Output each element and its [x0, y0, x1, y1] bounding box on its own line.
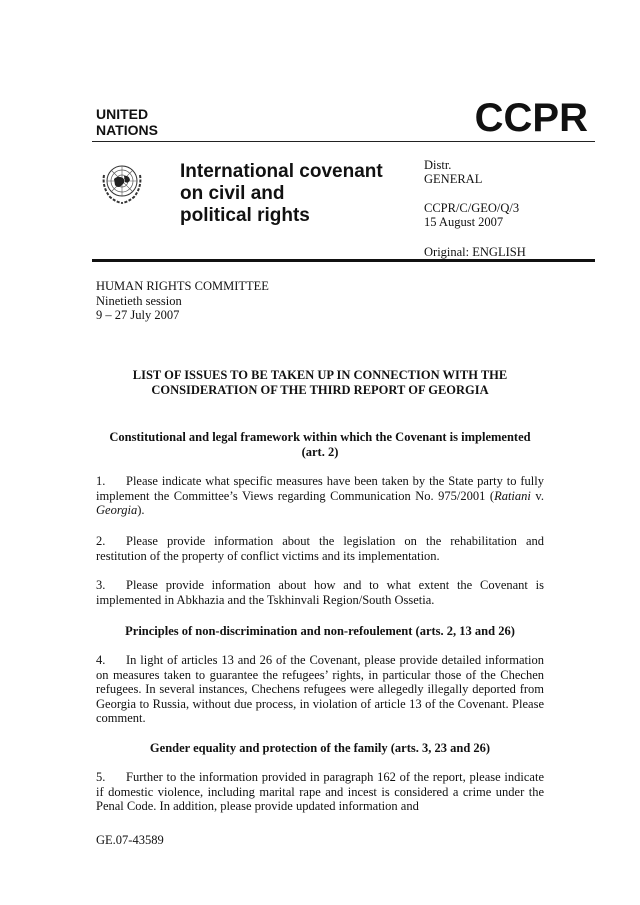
org-line-1: UNITED: [96, 106, 149, 122]
committee-name: HUMAN RIGHTS COMMITTEE: [96, 279, 269, 293]
paragraph-number: 1.: [96, 474, 106, 488]
document-code: CCPR: [474, 96, 588, 140]
paragraph-text: Further to the information provided in paragraph 162 of the report, please indicate if domestic violence, including marital rape and incest is considered a crime under the Penal Code. In addition, please provide updated information and: [96, 770, 544, 813]
distribution-block: [424, 158, 482, 186]
document-title-line-2: CONSIDERATION OF THE THIRD REPORT OF GEORGIA: [151, 382, 489, 397]
covenant-title-line-3: political rights: [180, 205, 310, 226]
covenant-title-line-1: International covenant: [180, 161, 383, 182]
paragraph-number: 2.: [96, 534, 106, 548]
section-heading-line-2: (art. 2): [301, 444, 339, 459]
document-job-number: GE.07-43589: [96, 833, 164, 847]
paragraph-text: ).: [137, 503, 145, 517]
paragraph-4: [96, 653, 544, 726]
covenant-title: [180, 161, 383, 227]
document-title: [96, 368, 544, 397]
committee-session: Ninetieth session: [96, 293, 182, 308]
case-name-italic: Georgia: [96, 503, 138, 517]
committee-block: [96, 279, 269, 323]
distribution-value: GENERAL: [424, 172, 483, 186]
symbol-block: [424, 201, 519, 229]
paragraph-5: [96, 770, 544, 814]
un-emblem-icon: [96, 157, 148, 209]
paragraph-number: 5.: [96, 770, 106, 784]
paragraph-number: 4.: [96, 653, 106, 667]
original-language: Original: ENGLISH: [424, 245, 526, 259]
header-divider: [92, 141, 595, 142]
committee-dates: 9 – 27 July 2007: [96, 308, 180, 322]
paragraph-1: [96, 474, 544, 518]
document-date: 15 August 2007: [424, 215, 504, 229]
case-name-italic: Ratiani: [494, 488, 531, 503]
paragraph-text: In light of articles 13 and 26 of the Covenant, please provide detailed information on measures taken to guarantee the refugees’ rights, in particular those of the Chechen refugees. In several instances, Chechens refugees were allegedly illegally deported from Georgia to Russia, without due process, in violation of article 13 of the Covenant. Please comment.: [96, 653, 544, 725]
document-title-line-1: LIST OF ISSUES TO BE TAKEN UP IN CONNECTION WITH THE: [132, 368, 508, 382]
paragraph-text: Please provide information about how and to what extent the Covenant is implemented in Abkhazia and the Tskhinvali Region/South Ossetia.: [96, 578, 544, 607]
section-heading-constitutional: [96, 430, 544, 459]
organization-name: [96, 106, 158, 138]
org-line-2: NATIONS: [96, 122, 158, 138]
section-heading-non-discrimination: Principles of non-discrimination and non-refoulement (arts. 2, 13 and 26): [125, 624, 515, 638]
distribution-label: Distr.: [424, 158, 452, 172]
paragraph-text: Please indicate what specific measures have been taken by the State party to fully implement the Committee’s Views regarding Communication No. 975/2001 (: [96, 474, 544, 503]
header-bottom-rule: [92, 259, 595, 262]
paragraph-2: [96, 534, 544, 563]
paragraph-text: v.: [530, 488, 544, 503]
paragraph-number: 3.: [96, 578, 106, 592]
covenant-title-line-2: on civil and: [180, 183, 285, 204]
paragraph-3: [96, 578, 544, 607]
paragraph-text: Please provide information about the legislation on the rehabilitation and restitution of the property of conflict victims and its implementation.: [96, 534, 544, 563]
section-heading-gender-equality: Gender equality and protection of the family (arts. 3, 23 and 26): [149, 741, 491, 755]
section-heading-line-1: Constitutional and legal framework within which the Covenant is implemented: [109, 430, 531, 444]
document-symbol: CCPR/C/GEO/Q/3: [424, 201, 520, 215]
